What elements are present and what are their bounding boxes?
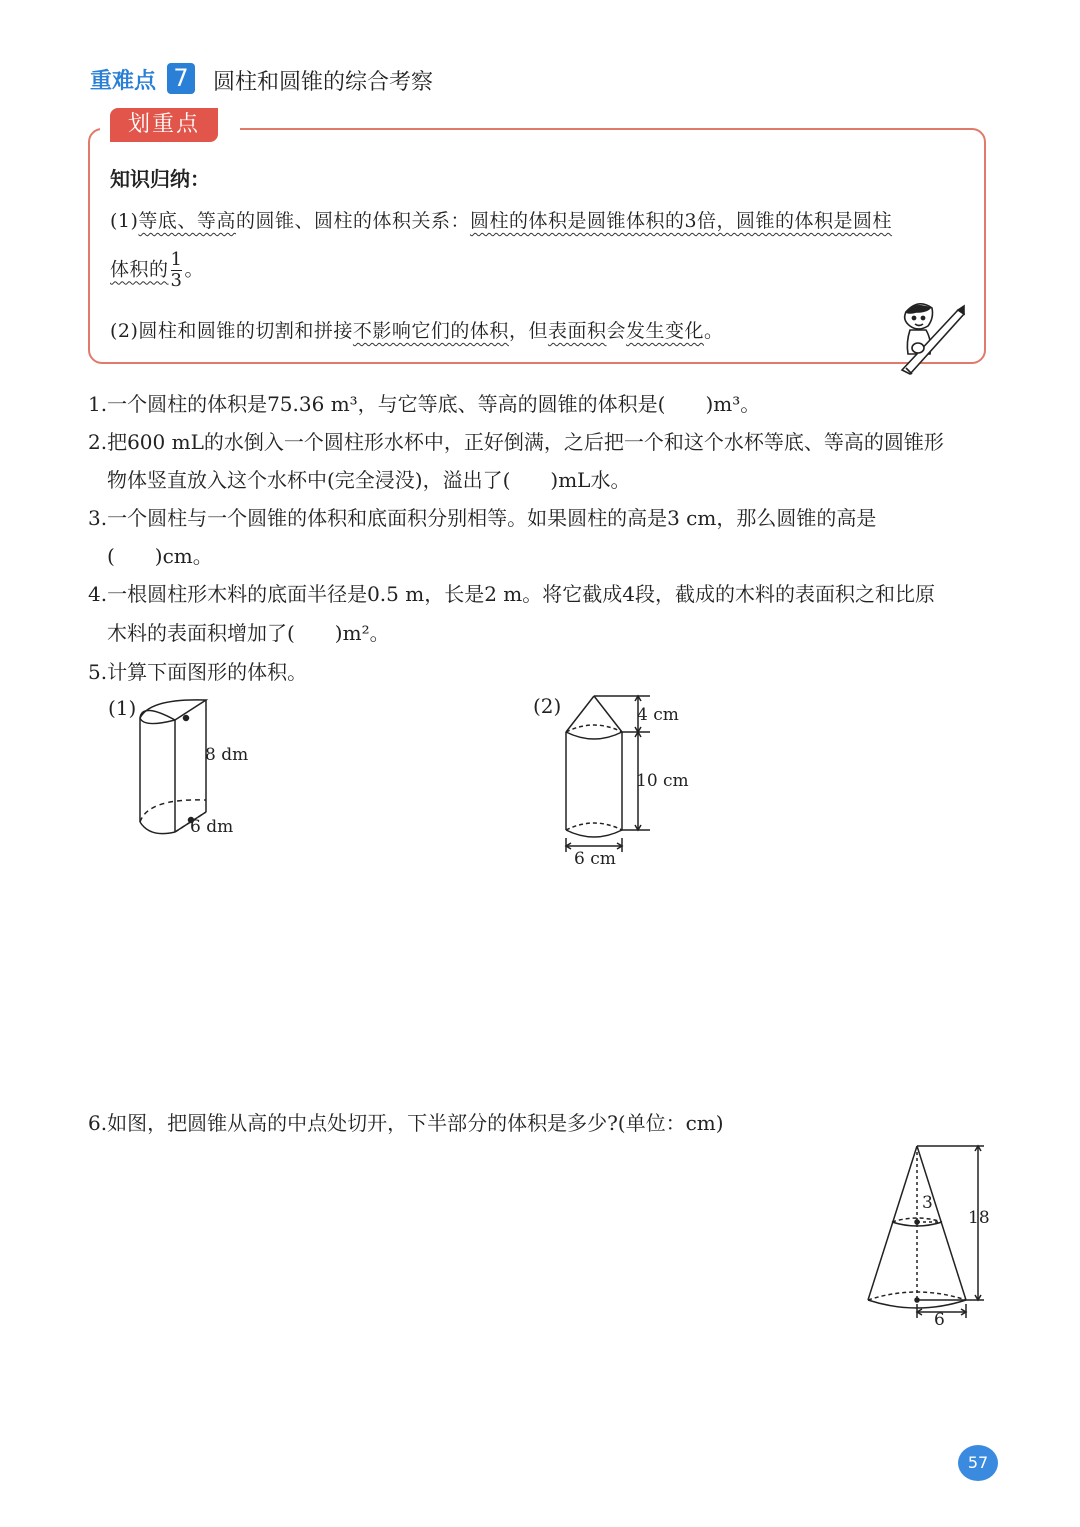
figure-1-diameter-label: 6 dm [190,817,234,837]
figure-1-label: (1) [108,696,137,720]
question-2-line-2: 物体竖直放入这个水杯中(完全浸没)，溢出了( )mL水。 [107,468,631,492]
knowledge-item-1-cont: 体积的 $\frac{1}{3}$ 。 [110,249,204,291]
figure-3-bottom-radius-label: 6 [934,1310,945,1330]
knowledge-item-1: (1)等底、等高的圆锥、圆柱的体积关系：圆柱的体积是圆锥体积的3倍，圆锥的体积是圆柱 [110,210,893,232]
figure-2-cylinder-height-label: 10 cm [636,771,689,791]
question-3-line-2: ( )cm。 [107,544,213,568]
section-number-badge: 7 [167,63,195,94]
page-number: 57 [958,1445,998,1481]
section-title: 圆柱和圆锥的综合考察 [213,70,434,95]
figure-3-top-radius-label: 3 [922,1193,933,1213]
cartoon-boy-pencil-icon [892,296,972,376]
figure-3-height-label: 18 [968,1208,990,1228]
figure-2-cone-height-label: 4 cm [637,705,679,725]
question-3-line-1: 3.一个圆柱与一个圆锥的体积和底面积分别相等。如果圆柱的高是3 cm，那么圆锥的高是 [88,506,877,530]
question-6: 6.如图，把圆锥从高的中点处切开，下半部分的体积是多少?(单位：cm) [88,1111,724,1135]
figure-3-cut-cone [862,1140,992,1330]
knowledge-title: 知识归纳： [110,167,210,191]
question-4-line-1: 4.一根圆柱形木料的底面半径是0.5 m，长是2 m。将它截成4段，截成的木料的表面积之和比原 [88,582,935,606]
question-2-line-1: 2.把600 mL的水倒入一个圆柱形水杯中，正好倒满，之后把一个和这个水杯等底、等高的圆锥形 [88,430,944,454]
figure-2-label: (2) [533,694,562,718]
question-4-line-2: 木料的表面积增加了( )m²。 [107,621,390,645]
fraction-one-third: $\frac{1}{3}$ [170,249,183,291]
knowledge-item-2: (2)圆柱和圆锥的切割和拼接不影响它们的体积，但表面积会发生变化。 [110,320,724,342]
figure-1-height-label: 8 dm [205,745,249,765]
figure-2-diameter-label: 6 cm [574,849,616,869]
question-1: 1.一个圆柱的体积是75.36 m³，与它等底、等高的圆锥的体积是( )m³。 [88,392,761,416]
highlight-badge: 划重点 [110,108,218,142]
question-5: 5.计算下面图形的体积。 [88,660,308,684]
section-tag: 重难点 [90,69,157,94]
